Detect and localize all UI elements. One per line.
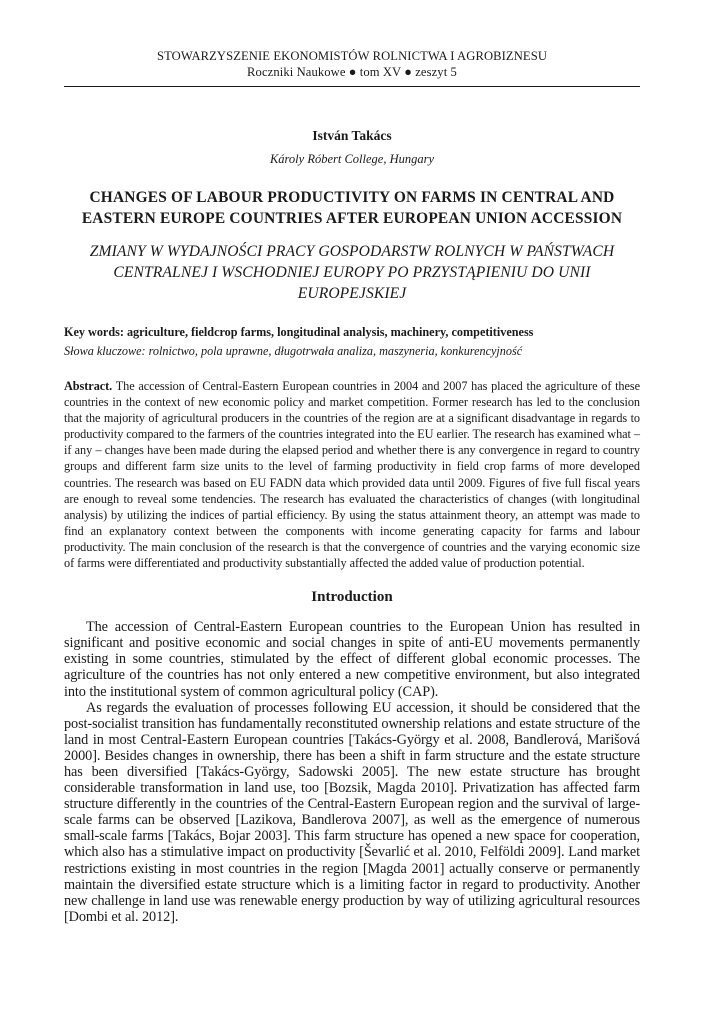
journal-society: STOWARZYSZENIE EKONOMISTÓW ROLNICTWA I AGROBIZNESU: [156, 49, 548, 63]
author-affiliation: Károly Róbert College, Hungary: [269, 152, 435, 166]
intro-paragraph-1: The accession of Central-Eastern European countries to the European Union has resulted in significant and positive economic and social changes in spite of anti-EU movements permanently existing in some countries, stimulated by the effect of different global economic processes. The agriculture of the countries has not only entered a new competitive environment, but also integrated into the institutional system of common agricultural policy (CAP).: [64, 619, 640, 700]
article-title-polish: ZMIANY W WYDAJNOŚCI PRACY GOSPODARSTW ROLNYCH W PAŃSTWACH CENTRALNEJ I WSCHODNIEJ EUROPY PO PRZYSTĄPIENIU DO UNII EUROPEJSKIEJ: [89, 243, 615, 302]
abstract: [64, 378, 640, 571]
article-page: [64, 0, 640, 925]
keywords-english: Key words: agriculture, fieldcrop farms, longitudinal analysis, machinery, competitiveness: [64, 325, 534, 339]
article-title-english: CHANGES OF LABOUR PRODUCTIVITY ON FARMS IN CENTRAL AND EASTERN EUROPE COUNTRIES AFTER EUROPEAN UNION ACCESSION: [81, 189, 623, 227]
running-header: [64, 48, 640, 80]
author-name: István Takács: [312, 128, 392, 143]
header-divider: [64, 86, 640, 87]
section-heading-introduction: Introduction: [311, 589, 393, 606]
keywords-polish: Słowa kluczowe: rolnictwo, pola uprawne, długotrwała analiza, maszyneria, konkurencyjność: [64, 344, 523, 358]
intro-paragraph-2: As regards the evaluation of processes following EU accession, it should be considered that the post-socialist transition has fundamentally reconstituted ownership relations and estate structure of the land in most Central-Eastern European countries [Takács-György et al. 2008, Bandlerová, Marišová 2000]. Besides changes in ownership, there has been a shift in farm structure and the estate structure has been diversified [Takács-György, Sadowski 2005]. The new estate structure has brought considerable transformation in land use, too [Bozsik, Magda 2010]. Privatization has affected farm structure differently in the countries of the Central-Eastern European region and the survival of large-scale farms can be observed [Lazikova, Bandlerova 2007], as well as the emergence of numerous small-scale farms [Takács, Bojar 2003]. This farm structure has opened a new space for cooperation, which also has a stimulative impact on productivity [Ševarlić et al. 2010, Felföldi 2009]. Land market restrictions existing in most countries in the region [Magda 2001] actually conserve or permanently maintain the diversified estate structure which is a limiting factor in regard to productivity. Another new challenge in land use was renewable energy production by way of utilizing agricultural resources [Dombi et al. 2012].: [64, 699, 640, 925]
abstract-text: The accession of Central-Eastern European countries in 2004 and 2007 has placed the agriculture of these countries in the context of new economic policy and market competition. Former research has led to the conclusion that the majority of agricultural producers in the countries of the region are at a significant disadvantage in regards to productivity compared to the farmers of the countries integrated into the EU earlier. The research has examined what – if any – changes have been made during the elapsed period and whether there is any convergence in regard to country groups and different farm size units to the level of farming productivity in field crop farms of more developed countries. The research was based on EU FADN data which provided data until 2009. Figures of five full fiscal years are enough to reveal some tendencies. The research has evaluated the characteristics of changes (with longitudinal analysis) by utilizing the indices of partial efficiency. By using the status attainment theory, an attempt was made to find an explanatory context between the components with income generating capacity for farms and labour productivity. The main conclusion of the research is that the convergence of countries and the varying economic size of farms were differentiated and productivity substantially affected the added value of production potential.: [64, 379, 640, 571]
abstract-label: Abstract.: [64, 379, 113, 393]
journal-issue: Roczniki Naukowe ● tom XV ● zeszyt 5: [247, 65, 457, 79]
